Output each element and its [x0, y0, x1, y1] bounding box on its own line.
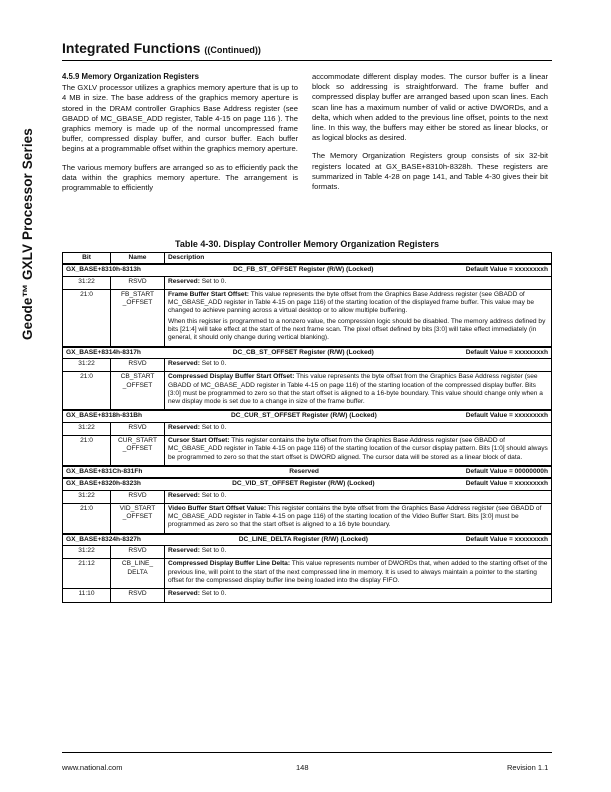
right-para-1: accommodate different display modes. The cursor buffer is a linear block so addressing is straightforward. The frame buffer and compressed display buffer are arranged based upon scan lines. Each scan line has a maximum number of valid or active DWORDs, and a delta, which when added to the previous line offset, points to the next line. In this way, the buffers may either be stored as linear blocks, or as logical blocks as desired. — [312, 72, 548, 143]
field-text: This value represents the byte offset from the Graphics Base Address register (see GBADD of MC_GBASE_ADD register in Table 4-15 on page 116) of the starting location of the displayed frame buffer. This value may be changed to achieve panning across a virtual desktop or to allow multiple buffering. — [168, 290, 535, 315]
bit-cell: 21:0 — [63, 436, 111, 466]
field-text: Set to 0. — [199, 359, 227, 367]
table-header-row — [63, 253, 552, 265]
field-text: Set to 0. — [199, 590, 227, 598]
field-label: Reserved: — [168, 491, 200, 499]
description-extra: When this register is programmed to a nonzero value, the compression logic should be disabled. The memory address defined by bits [21:4] will take effect at the start of the next frame scan. The pixel offset defined by bits [3:0] will take effect immediately (in general, it should only change during vertical blanking). — [168, 317, 546, 342]
page-title-suffix: (Continued) — [207, 45, 258, 55]
bit-cell: 31:22 — [63, 422, 111, 435]
table-row — [63, 358, 552, 371]
register-name: DC_LINE_DELTA Register (R/W) (Locked) — [238, 535, 368, 543]
header-description: Description — [165, 253, 552, 265]
footer-rule — [62, 752, 552, 753]
register-group-row — [63, 347, 552, 359]
side-title — [14, 40, 38, 340]
field-text: Set to 0. — [199, 423, 227, 431]
field-label: Compressed Display Buffer Start Offset: — [168, 373, 295, 381]
description-cell — [165, 276, 552, 289]
footer-revision: Revision 1.1 — [507, 763, 549, 772]
register-group-row — [63, 410, 552, 422]
left-column — [62, 72, 298, 201]
register-address: GX_BASE+8324h-8327h — [66, 535, 141, 543]
table-row — [63, 490, 552, 503]
description-cell — [165, 490, 552, 503]
field-label: Compressed Display Buffer Line Delta: — [168, 560, 291, 568]
field-text: This value represents number of DWORDs that, when added to the starting offset of the previous line, will point to the start of the next compressed line in memory. It is used to always maintain a pointer to the starting offset for the compressed display buffer line being loaded into the display FIFO. — [168, 560, 548, 584]
page-title-text: Integrated Functions — [62, 40, 201, 56]
name-cell: FB_START _OFFSET — [111, 289, 165, 346]
register-name: DC_VID_ST_OFFSET Register (R/W) (Locked) — [232, 480, 375, 488]
bit-cell: 11:10 — [63, 589, 111, 602]
register-name: DC_CUR_ST_OFFSET Register (R/W) (Locked) — [230, 412, 377, 420]
register-default: Default Value = 00000000h — [465, 467, 548, 475]
field-text: Set to 0. — [199, 277, 227, 285]
register-name: DC_CB_ST_OFFSET Register (R/W) (Locked) — [232, 348, 374, 356]
table-row — [63, 422, 552, 435]
bit-cell: 21:12 — [63, 559, 111, 589]
name-cell: RSVD — [111, 546, 165, 559]
register-address: GX_BASE+831Ch-831Fh — [66, 467, 143, 475]
description-cell — [165, 436, 552, 466]
table-row — [63, 436, 552, 466]
register-address: GX_BASE+8320h-8323h — [66, 480, 141, 488]
register-address: GX_BASE+8318h-831Bh — [66, 412, 143, 420]
field-label: Reserved: — [168, 547, 200, 555]
register-name: Reserved — [289, 467, 319, 475]
field-label: Reserved: — [168, 590, 200, 598]
register-default: Default Value = xxxxxxxxh — [465, 266, 548, 274]
section-heading: 4.5.9 Memory Organization Registers — [62, 72, 199, 81]
footer-url: www.national.com — [62, 763, 123, 772]
field-label: Reserved: — [168, 423, 200, 431]
right-column — [312, 72, 548, 200]
bit-cell: 31:22 — [63, 490, 111, 503]
table-row — [63, 372, 552, 411]
description-cell — [165, 289, 552, 346]
table-row — [63, 559, 552, 589]
table-row — [63, 289, 552, 346]
field-label: Video Buffer Start Offset Value: — [168, 504, 267, 512]
bit-cell: 31:22 — [63, 546, 111, 559]
bit-cell: 21:0 — [63, 289, 111, 346]
header-bit: Bit — [63, 253, 111, 265]
name-cell: RSVD — [111, 358, 165, 371]
table-row — [63, 589, 552, 602]
register-name: DC_FB_ST_OFFSET Register (R/W) (Locked) — [233, 266, 374, 274]
field-text: This register contains the byte offset from the Graphics Base Address register (see GBADD of MC_GBASE_ADD register in Table 4-15 on page 116) of the starting location of the cursor display pattern. Bits [1:0] should always be programmed to zero so that the start offset is DWORD aligned. The cursor data will be stored as a linear block of data. — [168, 437, 548, 461]
description-cell — [165, 422, 552, 435]
name-cell: CB_START _OFFSET — [111, 372, 165, 411]
name-cell: RSVD — [111, 276, 165, 289]
field-label: Reserved: — [168, 277, 200, 285]
field-label: Cursor Start Offset: — [168, 437, 230, 445]
register-default: Default Value = xxxxxxxxh — [465, 348, 548, 356]
register-group-row — [63, 466, 552, 478]
register-default: Default Value = xxxxxxxxh — [465, 480, 548, 488]
side-title-text: Geode™ GXLV Processor Series — [20, 128, 35, 340]
name-cell: RSVD — [111, 422, 165, 435]
name-cell: VID_START _OFFSET — [111, 503, 165, 533]
field-text: Set to 0. — [199, 547, 227, 555]
name-cell: RSVD — [111, 589, 165, 602]
description-cell — [165, 559, 552, 589]
left-para-1: The GXLV processor utilizes a graphics memory aperture that is up to 4 MB in size. The base address of the graphics memory aperture is stored in the DRAM controller Graphics Base Address register (see GBADD of MC_GBASE_ADD register, Table 4-15 on page 116 ). The graphics memory is made up of the normal uncompressed frame buffer, compressed display buffer, and cursor buffer. Each buffer begins at a programmable offset within the graphics memory aperture. — [62, 83, 298, 154]
header-name: Name — [111, 253, 165, 265]
register-group-row — [63, 478, 552, 490]
footer-page-number: 148 — [296, 763, 309, 772]
name-cell: CUR_START _OFFSET — [111, 436, 165, 466]
description-cell — [165, 589, 552, 602]
page-title: Integrated Functions ((Continued)) — [62, 40, 261, 56]
description-cell — [165, 503, 552, 533]
name-cell: CB_LINE_ DELTA — [111, 559, 165, 589]
field-text: Set to 0. — [199, 491, 227, 499]
field-text: This register contains the byte offset from the Graphics Base Address register (see GBADD of MC_GBASE_ADD register in Table 4-15 on page 116) of the starting location of the Video Buffer Start. Bits [3:0] must be programmed as zero so that the start offset is aligned to a 16 byte boundary. — [168, 504, 542, 529]
bit-cell: 21:0 — [63, 503, 111, 533]
description-cell — [165, 372, 552, 411]
register-default: Default Value = xxxxxxxxh — [465, 412, 548, 420]
field-label: Frame Buffer Start Offset: — [168, 290, 249, 298]
bit-cell: 21:0 — [63, 372, 111, 411]
right-para-2: The Memory Organization Registers group consists of six 32-bit registers located at GX_BASE+8310h-8328h. These registers are summarized in Table 4-28 on page 141, and Table 4-30 gives their bit formats. — [312, 151, 548, 192]
field-label: Reserved: — [168, 359, 200, 367]
table-row — [63, 503, 552, 533]
register-group-row — [63, 264, 552, 276]
table-caption: Table 4-30. Display Controller Memory Organization Registers — [175, 239, 439, 249]
header-rule — [62, 60, 552, 61]
left-para-2: The various memory buffers are arranged so as to efficiently pack the data within the graphics memory aperture. The arrangement is programmable to efficiently — [62, 162, 298, 193]
register-table — [62, 252, 552, 603]
register-address: GX_BASE+8310h-8313h — [66, 266, 141, 274]
register-address: GX_BASE+8314h-8317h — [66, 348, 141, 356]
table-row — [63, 276, 552, 289]
bit-cell: 31:22 — [63, 276, 111, 289]
register-default: Default Value = xxxxxxxxh — [465, 535, 548, 543]
description-cell — [165, 546, 552, 559]
register-group-row — [63, 534, 552, 546]
bit-cell: 31:22 — [63, 358, 111, 371]
name-cell: RSVD — [111, 490, 165, 503]
field-text: This value represents the byte offset from the Graphics Base Address register (see GBADD of MC_GBASE_ADD register in Table 4-15 on page 116) of the starting location of the compressed display buffer. Bits [3:0] must be programmed to zero so that the start offset is aligned to a 16-byte boundary. This value should change only when a new display mode is set due to a change in size of the frame buffer. — [168, 373, 543, 406]
table-row — [63, 546, 552, 559]
description-cell — [165, 358, 552, 371]
